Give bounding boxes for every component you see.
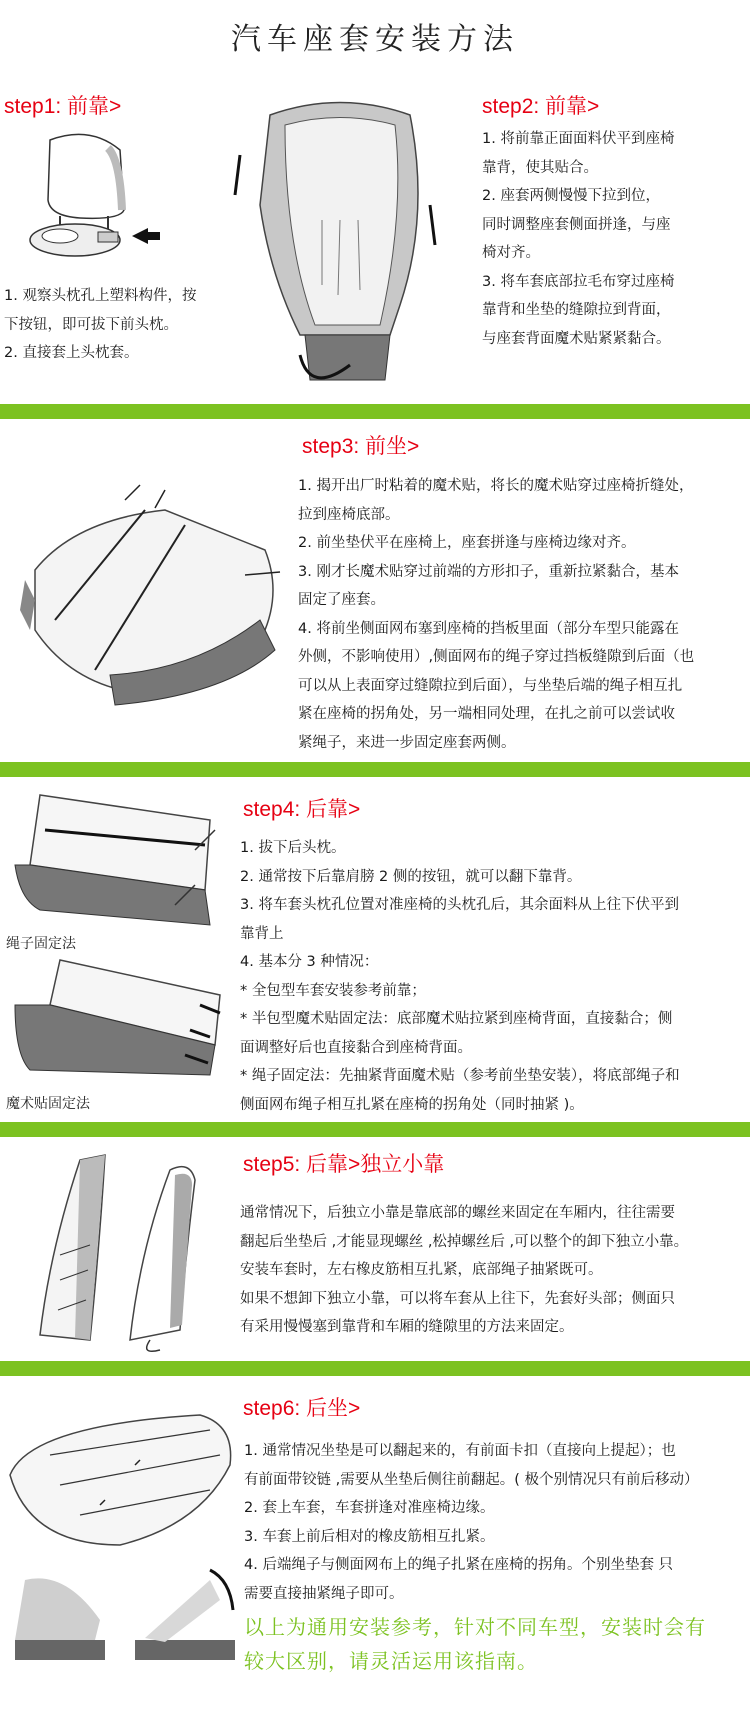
step5-heading: step5: 后靠>独立小靠 — [243, 1153, 445, 1176]
step1-text: 1. 观察头枕孔上塑料构件，按 下按钮，即可拔下前头枕。 2. 直接套上头枕套。 — [4, 288, 197, 361]
step2-text: 1. 将前靠正面面料伏平到座椅 靠背，使其贴合。 2. 座套两侧慢慢下拉到位， 同时调整座套侧面拼逢，与座 椅对齐。 3. 将车套底部拉毛布穿过座椅 靠背和坐垫的缝隙拉到背面， 与座套背面魔术贴紧紧黏合。 — [482, 131, 675, 347]
rear-backrest-velcro-illustration — [10, 955, 225, 1085]
section-divider — [0, 1122, 750, 1137]
section-divider — [0, 762, 750, 777]
step2-heading: step2: 前靠> — [482, 95, 600, 118]
step4-heading: step4: 后靠> — [243, 798, 361, 821]
velcro-method-caption: 魔术贴固定法 — [6, 1096, 90, 1112]
headrest-illustration — [20, 130, 160, 280]
step3-text: 1. 揭开出厂时粘着的魔术贴，将长的魔术贴穿过座椅折缝处， 拉到座椅底部。 2. 前坐垫伏平在座椅上，座套拼逢与座椅边缘对齐。 3. 刚才长魔术贴穿过前端的方形扣子，重新拉紧黏合，基本 固定了座套。 4. 将前坐侧面网布塞到座椅的挡板里面（部分车型只能露在 外侧，不影响使用）,侧面网布的绳子穿过挡板缝隙到后面（也 可以从上表面穿过缝隙拉到后面），与坐垫后端的绳子相互扎 紧在座椅的拐角处，另一端相同处理，在扎之前可以尝试收 紧绳子，来进一步固定座套两侧。 — [298, 478, 695, 751]
step6-heading: step6: 后坐> — [243, 1397, 361, 1420]
rope-method-caption: 绳子固定法 — [6, 936, 76, 952]
general-note: 以上为通用安装参考，针对不同车型，安装时会有 较大区别，请灵活运用该指南。 — [244, 1615, 706, 1673]
front-seat-cushion-illustration — [15, 480, 290, 710]
front-backrest-illustration — [230, 95, 450, 400]
section-divider — [0, 1361, 750, 1376]
step1-heading: step1: 前靠> — [4, 95, 122, 118]
step3-heading: step3: 前坐> — [302, 435, 420, 458]
step5-text: 通常情况下，后独立小靠是靠底部的螺丝来固定在车厢内，往往需要 翻起后坐垫后 ,才能显现螺丝 ,松掉螺丝后 ,可以整个的卸下独立小靠。 安装车套时，左右橡皮筋相互扎紧，底部绳子抽紧既可。 如果不想卸下独立小靠，可以将车套从上往下，先套好头部；侧面只 有采用慢慢塞到靠背和车厢的缝隙里的方法来固定。 — [240, 1205, 689, 1335]
cushion-flip-illustration — [5, 1560, 240, 1665]
page-title: 汽车座套安装方法 — [231, 22, 519, 57]
step6-text: 1. 通常情况坐垫是可以翻起来的，有前面卡扣（直接向上提起）；也 有前面带铰链 ,需要从坐垫后侧往前翻起。( 极个别情况只有前后移动） 2. 套上车套，车套拼逢对准座椅边缘。 3. 车套上前后相对的橡皮筋相互扎紧。 4. 后端绳子与侧面网布上的绳子扎紧在座椅的拐角。个别坐垫套 只 需要直接抽紧绳子即可。 — [244, 1443, 699, 1602]
rear-backrest-rope-illustration — [10, 790, 225, 930]
step4-text: 1. 拔下后头枕。 2. 通常按下后靠肩膀 2 侧的按钮，就可以翻下靠背。 3. 将车套头枕孔位置对准座椅的头枕孔后，其余面料从上往下伏平到 靠背上 4. 基本分 3 种情况： * 全包型车套安装参考前靠； * 半包型魔术贴固定法：底部魔术贴拉紧到座椅背面，直接黏合；侧 面调整好后也直接黏合到座椅背面。 * 绳子固定法：先抽紧背面魔术贴（参考前坐垫安装），将底部绳子和 侧面网布绳子相互扎紧在座椅的拐角处（同时抽紧 )。 — [240, 840, 680, 1113]
rear-seat-cushion-illustration — [0, 1405, 240, 1555]
section-divider — [0, 404, 750, 419]
independent-backrest-illustration — [20, 1150, 220, 1355]
